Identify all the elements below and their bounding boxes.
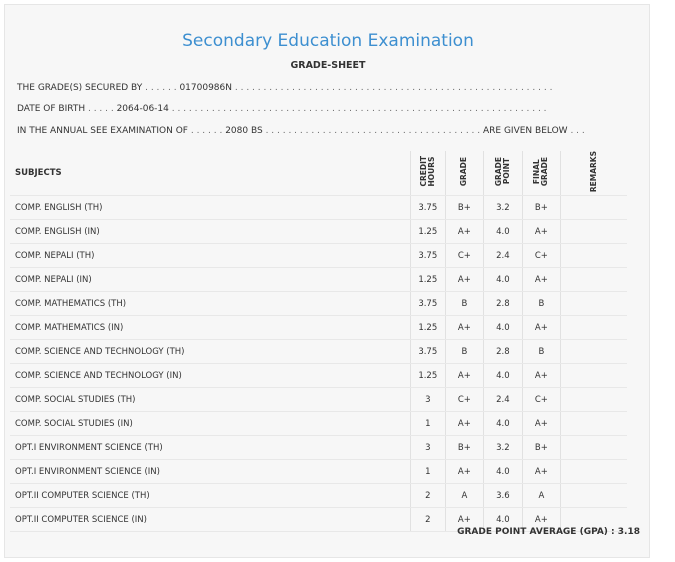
grade-cell: B+: [445, 196, 483, 220]
subject-cell: OPT.II COMPUTER SCIENCE (TH): [10, 484, 410, 508]
grade-point-cell: 3.2: [484, 196, 523, 220]
leader-dots: . . .: [570, 126, 585, 136]
leader-dots: . . . . . . . . . . . . . . . . . . . . . . . . . . . . . . . . . . . . . . . . . . . . . . . . . . . . . . . .: [234, 83, 553, 93]
subject-cell: OPT.II COMPUTER SCIENCE (IN): [10, 508, 410, 532]
subject-cell: COMP. ENGLISH (TH): [10, 196, 410, 220]
final-grade-cell: A+: [522, 508, 561, 532]
grade-sheet: [4, 4, 650, 558]
page-subtitle: GRADE-SHEET: [290, 60, 366, 71]
table-row: [10, 196, 627, 220]
final-grade-cell: A+: [522, 220, 561, 244]
credit-cell: 2: [410, 508, 445, 532]
remarks-cell: [561, 244, 627, 268]
credit-cell: 3.75: [410, 244, 445, 268]
gpa-summary: GRADE POINT AVERAGE (GPA) : 3.18: [457, 527, 640, 537]
remarks-cell: [561, 436, 627, 460]
grade-cell: A+: [445, 316, 483, 340]
grade-cell: A+: [445, 364, 483, 388]
final-grade-cell: B+: [522, 196, 561, 220]
grade-header: [445, 151, 483, 196]
subject-cell: COMP. MATHEMATICS (TH): [10, 292, 410, 316]
credit-cell: 1.25: [410, 364, 445, 388]
grade-point-cell: 3.2: [484, 436, 523, 460]
table-row: [10, 364, 627, 388]
credit-cell: 1.25: [410, 220, 445, 244]
credit-cell: 3: [410, 388, 445, 412]
dob-line: [17, 104, 547, 114]
grade-cell: A: [445, 484, 483, 508]
subject-cell: COMP. MATHEMATICS (IN): [10, 316, 410, 340]
remarks-header: [561, 151, 627, 196]
subject-cell: COMP. SOCIAL STUDIES (TH): [10, 388, 410, 412]
grade-point-cell: 4.0: [484, 268, 523, 292]
grade-cell: C+: [445, 244, 483, 268]
leader-dots: . . . . . .: [145, 83, 180, 93]
table-row: [10, 340, 627, 364]
table-row: [10, 484, 627, 508]
subjects-header: SUBJECTS: [10, 151, 410, 196]
remarks-cell: [561, 460, 627, 484]
grade-point-header: [484, 151, 523, 196]
remarks-cell: [561, 268, 627, 292]
table-row: [10, 412, 627, 436]
grade-header-text: GRADE: [459, 157, 469, 187]
remarks-cell: [561, 316, 627, 340]
leader-dots: . . . . . . . . . . . . . . . . . . . . . . . . . . . . . . . . . . . . . . . . . . . . . . . . . . . . . . . . . . . . . . . . . .: [171, 104, 547, 114]
table-row: [10, 292, 627, 316]
subject-cell: COMP. NEPALI (TH): [10, 244, 410, 268]
grade-cell: B+: [445, 436, 483, 460]
leader-dots: . . . . . . . . . . . . . . . . . . . . . . . . . . . . . . . . . . . . . .: [265, 126, 483, 136]
grade-point-cell: 2.8: [484, 292, 523, 316]
credit-cell: 3: [410, 436, 445, 460]
final-grade-cell: A+: [522, 412, 561, 436]
secured-by-line: [17, 83, 552, 93]
page-title: Secondary Education Examination: [182, 31, 474, 51]
remarks-cell: [561, 292, 627, 316]
final-grade-cell: B: [522, 340, 561, 364]
remarks-cell: [561, 412, 627, 436]
leader-dots: . . . . . .: [190, 126, 226, 136]
credit-cell: 1.25: [410, 316, 445, 340]
remarks-cell: [561, 388, 627, 412]
grade-cell: A+: [445, 460, 483, 484]
grade-point-cell: 4.0: [484, 364, 523, 388]
credit-cell: 2: [410, 484, 445, 508]
grade-point-cell: 3.6: [484, 484, 523, 508]
dob-label: DATE OF BIRTH: [17, 104, 86, 114]
remarks-cell: [561, 484, 627, 508]
grade-cell: B: [445, 340, 483, 364]
grade-cell: A+: [445, 220, 483, 244]
grade-point-cell: 4.0: [484, 220, 523, 244]
credit-cell: 1: [410, 460, 445, 484]
grade-point-header-text: GRADE POINT: [493, 157, 511, 187]
table-row: [10, 316, 627, 340]
remarks-cell: [561, 340, 627, 364]
exam-label: IN THE ANNUAL SEE EXAMINATION OF: [17, 126, 188, 136]
credit-hours-header-text: CREDIT HOURS: [418, 156, 436, 187]
secured-by-label: THE GRADE(S) SECURED BY: [17, 83, 143, 93]
final-grade-cell: A: [522, 484, 561, 508]
given-below-label: ARE GIVEN BELOW: [483, 126, 568, 136]
final-grade-header-text: FINAL GRADE: [532, 157, 550, 187]
table-body: [10, 196, 627, 532]
final-grade-cell: A+: [522, 316, 561, 340]
table-row: [10, 460, 627, 484]
grade-point-cell: 4.0: [484, 460, 523, 484]
final-grade-cell: A+: [522, 364, 561, 388]
table-row: [10, 436, 627, 460]
grade-point-cell: 4.0: [484, 316, 523, 340]
grade-cell: A+: [445, 268, 483, 292]
table-header-row: [10, 151, 627, 196]
grade-cell: B: [445, 292, 483, 316]
dob-value: 2064-06-14: [116, 104, 169, 114]
grade-point-cell: 4.0: [484, 508, 523, 532]
credit-cell: 3.75: [410, 292, 445, 316]
subject-cell: COMP. SCIENCE AND TECHNOLOGY (TH): [10, 340, 410, 364]
credit-hours-header: [410, 151, 445, 196]
final-grade-cell: A+: [522, 268, 561, 292]
subject-cell: COMP. SOCIAL STUDIES (IN): [10, 412, 410, 436]
subject-cell: OPT.I ENVIRONMENT SCIENCE (IN): [10, 460, 410, 484]
final-grade-header: [522, 151, 561, 196]
remarks-cell: [561, 220, 627, 244]
remarks-header-text: REMARKS: [589, 151, 599, 193]
grade-point-cell: 4.0: [484, 412, 523, 436]
table-row: [10, 244, 627, 268]
remarks-cell: [561, 364, 627, 388]
subject-cell: OPT.I ENVIRONMENT SCIENCE (TH): [10, 436, 410, 460]
remarks-cell: [561, 196, 627, 220]
leader-dots: . . . . .: [87, 104, 117, 114]
credit-cell: 3.75: [410, 196, 445, 220]
final-grade-cell: A+: [522, 460, 561, 484]
exam-line: [17, 126, 585, 136]
grade-point-cell: 2.4: [484, 244, 523, 268]
final-grade-cell: C+: [522, 244, 561, 268]
credit-cell: 3.75: [410, 340, 445, 364]
table-row: [10, 268, 627, 292]
subject-cell: COMP. ENGLISH (IN): [10, 220, 410, 244]
final-grade-cell: B: [522, 292, 561, 316]
symbol-number: 01700986N: [179, 83, 232, 93]
table-row: [10, 388, 627, 412]
grade-point-cell: 2.8: [484, 340, 523, 364]
credit-cell: 1.25: [410, 268, 445, 292]
grade-cell: A+: [445, 508, 483, 532]
final-grade-cell: C+: [522, 388, 561, 412]
subject-cell: COMP. NEPALI (IN): [10, 268, 410, 292]
exam-year: 2080 BS: [225, 126, 263, 136]
grade-point-cell: 2.4: [484, 388, 523, 412]
final-grade-cell: B+: [522, 436, 561, 460]
table-row: [10, 220, 627, 244]
grade-cell: C+: [445, 388, 483, 412]
grades-table: [10, 151, 627, 532]
credit-cell: 1: [410, 412, 445, 436]
grade-cell: A+: [445, 412, 483, 436]
subject-cell: COMP. SCIENCE AND TECHNOLOGY (IN): [10, 364, 410, 388]
